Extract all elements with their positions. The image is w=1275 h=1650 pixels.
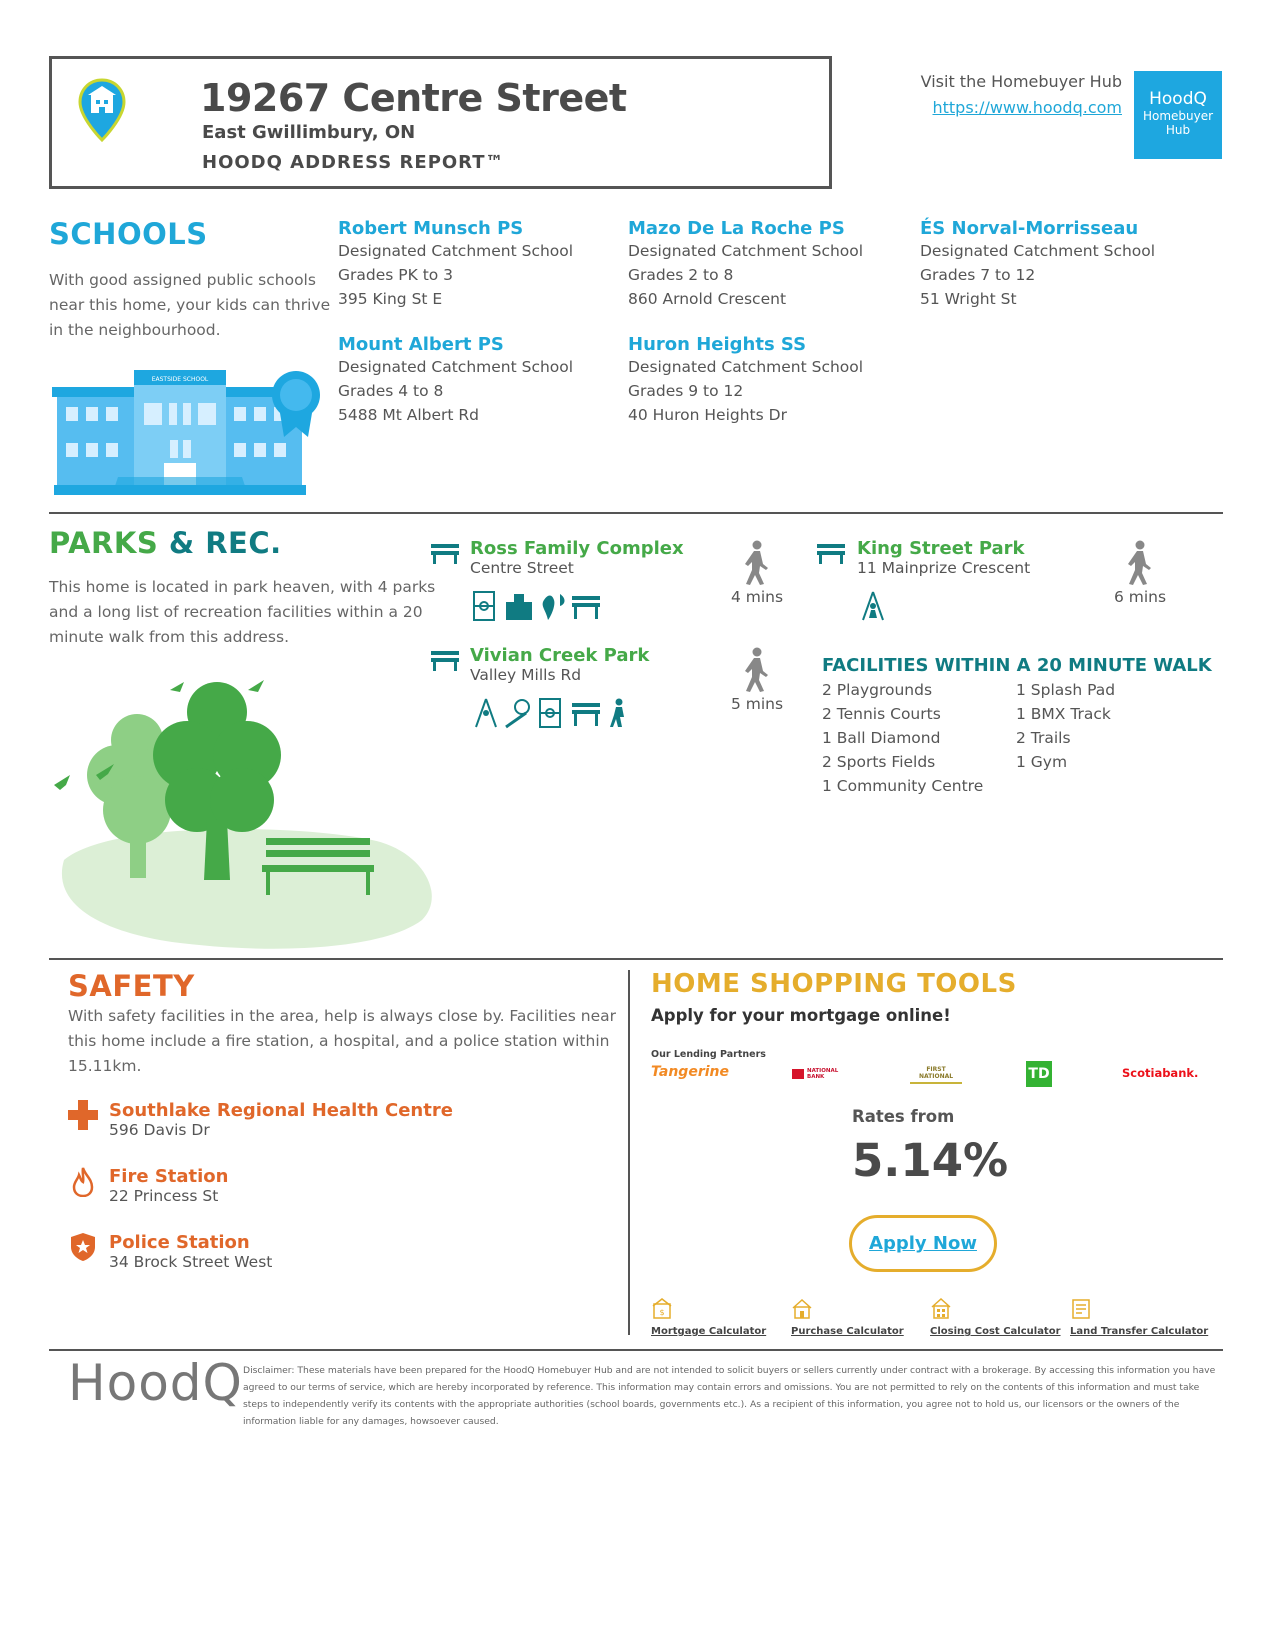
section-divider xyxy=(49,512,1223,514)
parks-description: This home is located in park heaven, with 4 parks and a long list of recreation facilities within a 20 minute walk from this address. xyxy=(49,578,436,646)
school-address: 51 Wright St xyxy=(920,290,1017,308)
school-grades: Grades 2 to 8 xyxy=(628,266,734,284)
column-divider xyxy=(628,970,630,1335)
section-divider xyxy=(49,958,1223,960)
school-address: 395 King St E xyxy=(338,290,443,308)
section-divider xyxy=(49,1349,1223,1351)
schools-title: SCHOOLS xyxy=(49,217,208,251)
address-city: East Gwillimbury, ON xyxy=(202,122,416,143)
facility-item: 2 Trails xyxy=(1016,729,1071,747)
park-name[interactable]: Ross Family Complex xyxy=(470,538,684,559)
school-type: Designated Catchment School xyxy=(628,358,864,376)
facility-item: 2 Playgrounds xyxy=(822,681,933,699)
police-badge-icon xyxy=(70,1232,96,1262)
hub-logo-line1: HoodQ xyxy=(1149,89,1207,109)
park-illustration-icon xyxy=(52,670,437,960)
school-type: Designated Catchment School xyxy=(628,242,864,260)
school-address: 860 Arnold Crescent xyxy=(628,290,787,308)
school-type: Designated Catchment School xyxy=(338,242,574,260)
school-name[interactable]: Mount Albert PS xyxy=(338,334,504,355)
bench-icon xyxy=(431,649,459,671)
purchase-calculator-icon xyxy=(791,1298,813,1320)
safety-name[interactable]: Southlake Regional Health Centre xyxy=(109,1100,453,1121)
trail-icon xyxy=(610,699,624,728)
purchase-calculator-link[interactable]: Purchase Calculator xyxy=(791,1326,904,1337)
partner-label: NATIONAL BANK xyxy=(807,1068,839,1080)
school-name[interactable]: ÉS Norval-Morrisseau xyxy=(920,218,1139,239)
safety-item xyxy=(109,1232,272,1271)
walking-person-icon xyxy=(741,540,771,585)
rate-value: 5.14% xyxy=(852,1134,1009,1187)
safety-name[interactable]: Fire Station xyxy=(109,1166,229,1187)
school-item xyxy=(338,334,573,427)
partner-first-national[interactable] xyxy=(910,1066,962,1084)
park-name[interactable]: Vivian Creek Park xyxy=(470,645,650,666)
land-transfer-calculator-icon xyxy=(1070,1298,1092,1320)
safety-title: SAFETY xyxy=(68,969,195,1003)
facilities-col2 xyxy=(1016,678,1115,774)
school-building-icon xyxy=(52,365,334,510)
school-grades: Grades PK to 3 xyxy=(338,266,454,284)
facility-item: 1 Community Centre xyxy=(822,777,984,795)
facility-item: 2 Tennis Courts xyxy=(822,705,941,723)
park-amenity-icons xyxy=(474,697,644,729)
community-centre-icon xyxy=(506,594,532,620)
partner-scotiabank[interactable]: Scotiabank. xyxy=(1122,1066,1199,1080)
school-grades: Grades 9 to 12 xyxy=(628,382,744,400)
school-grades: Grades 4 to 8 xyxy=(338,382,444,400)
partner-td[interactable]: TD xyxy=(1026,1061,1052,1087)
apply-now-button[interactable]: Apply Now xyxy=(849,1215,997,1272)
school-name[interactable]: Mazo De La Roche PS xyxy=(628,218,845,239)
mortgage-calculator-icon xyxy=(651,1298,673,1320)
sports-field-icon xyxy=(474,592,494,620)
report-label: HOODQ ADDRESS REPORT™ xyxy=(202,152,505,173)
facility-item: 1 Gym xyxy=(1016,753,1068,771)
facility-item: 1 Ball Diamond xyxy=(822,729,941,747)
hoodq-footer-logo: HoodQ xyxy=(68,1354,243,1412)
fire-icon xyxy=(72,1167,94,1197)
land-transfer-calculator-link[interactable]: Land Transfer Calculator xyxy=(1070,1326,1209,1337)
school-item xyxy=(628,218,863,311)
hub-link[interactable]: https://www.hoodq.com xyxy=(932,98,1122,117)
sports-field-icon xyxy=(540,699,560,727)
facility-item: 1 BMX Track xyxy=(1016,705,1111,723)
school-item xyxy=(920,218,1155,311)
partner-label: FIRST NATIONAL xyxy=(918,1066,954,1080)
facilities-title: FACILITIES WITHIN A 20 MINUTE WALK xyxy=(822,655,1212,676)
walk-time: 4 mins xyxy=(730,588,784,606)
hub-visit-text: Visit the Homebuyer Hub xyxy=(920,72,1122,91)
bench-icon xyxy=(431,542,459,564)
safety-address: 22 Princess St xyxy=(109,1187,219,1205)
school-sign-text: EASTSIDE SCHOOL xyxy=(151,376,209,383)
bench-icon xyxy=(817,542,845,564)
walking-person-icon xyxy=(741,647,771,692)
school-type: Designated Catchment School xyxy=(920,242,1156,260)
partner-national-bank[interactable] xyxy=(792,1066,837,1082)
bench-icon xyxy=(572,703,600,726)
walk-time: 5 mins xyxy=(730,695,784,713)
park-street: Valley Mills Rd xyxy=(470,666,582,684)
school-address: 5488 Mt Albert Rd xyxy=(338,406,480,424)
hub-logo[interactable] xyxy=(1134,71,1222,159)
parks-title-b: & REC. xyxy=(168,526,282,560)
park-street: Centre Street xyxy=(470,559,574,577)
facility-item: 1 Splash Pad xyxy=(1016,681,1116,699)
closing-cost-calculator-icon xyxy=(930,1298,952,1320)
hospital-cross-icon xyxy=(68,1100,98,1130)
playground-icon xyxy=(860,590,886,622)
bench-icon xyxy=(572,596,600,619)
hub-logo-line2: Homebuyer xyxy=(1142,109,1214,123)
facilities-col1 xyxy=(822,678,983,798)
ball-diamond-icon xyxy=(506,700,529,727)
safety-address: 596 Davis Dr xyxy=(109,1121,210,1139)
first-national-underline xyxy=(910,1082,962,1084)
svg-text:$: $ xyxy=(659,1308,665,1317)
park-item xyxy=(470,645,649,684)
school-address: 40 Huron Heights Dr xyxy=(628,406,787,424)
school-name[interactable]: Huron Heights SS xyxy=(628,334,807,355)
park-amenity-icons xyxy=(472,590,632,622)
walking-person-icon xyxy=(1124,540,1154,585)
school-item xyxy=(628,334,863,427)
safety-description: With safety facilities in the area, help is always close by. Facilities near this home include a fire station, a hospital, and a police station within 15.11km. xyxy=(68,1007,617,1075)
address-title: 19267 Centre Street xyxy=(200,76,627,120)
mortgage-calculator-link[interactable]: Mortgage Calculator xyxy=(651,1326,767,1337)
school-type: Designated Catchment School xyxy=(338,358,574,376)
safety-item xyxy=(109,1100,453,1139)
partner-tangerine[interactable]: Tangerine xyxy=(651,1064,729,1080)
walk-time: 6 mins xyxy=(1113,588,1167,606)
tools-subtitle: Apply for your mortgage online! xyxy=(651,1006,951,1025)
park-name[interactable]: King Street Park xyxy=(857,538,1025,559)
park-item xyxy=(470,538,684,577)
hub-logo-line3: Hub xyxy=(1165,123,1191,137)
playground-icon xyxy=(476,699,496,727)
rates-label: Rates from xyxy=(852,1107,955,1126)
partners-label: Our Lending Partners xyxy=(651,1049,766,1060)
safety-name[interactable]: Police Station xyxy=(109,1232,250,1253)
parks-title xyxy=(49,526,282,560)
disclaimer-text: Disclaimer: These materials have been prepared for the HoodQ Homebuyer Hub and are not intended to solicit buyers or sellers currently under contract with a brokerage. By accessing this information you have agreed to our terms of service, which are hereby incorporated by reference. This information may contain errors and omissions. You are not permitted to rely on the contents of this information and must take steps to independently verify its contents with the appropriate authorities (school boards, governments etc.). As a recipient of this information, you agree not to hold us, our licensors or the owners of the information liable for any damages, howsoever caused. xyxy=(243,1365,1216,1427)
school-grades: Grades 7 to 12 xyxy=(920,266,1036,284)
safety-address: 34 Brock Street West xyxy=(109,1253,273,1271)
safety-item xyxy=(109,1166,229,1205)
park-street: 11 Mainprize Crescent xyxy=(857,559,1031,577)
facility-item: 2 Sports Fields xyxy=(822,753,936,771)
parks-title-a: PARKS xyxy=(49,526,159,560)
tools-title: HOME SHOPPING TOOLS xyxy=(651,969,1017,999)
school-item xyxy=(338,218,573,311)
national-bank-logo-icon xyxy=(792,1069,804,1079)
park-item xyxy=(857,538,1030,577)
schools-description: With good assigned public schools near this home, your kids can thrive in the neighbourhood. xyxy=(49,271,331,339)
splash-pad-icon xyxy=(543,594,565,620)
location-pin-icon xyxy=(78,78,126,142)
closing-cost-calculator-link[interactable]: Closing Cost Calculator xyxy=(930,1326,1061,1337)
school-name[interactable]: Robert Munsch PS xyxy=(338,218,524,239)
